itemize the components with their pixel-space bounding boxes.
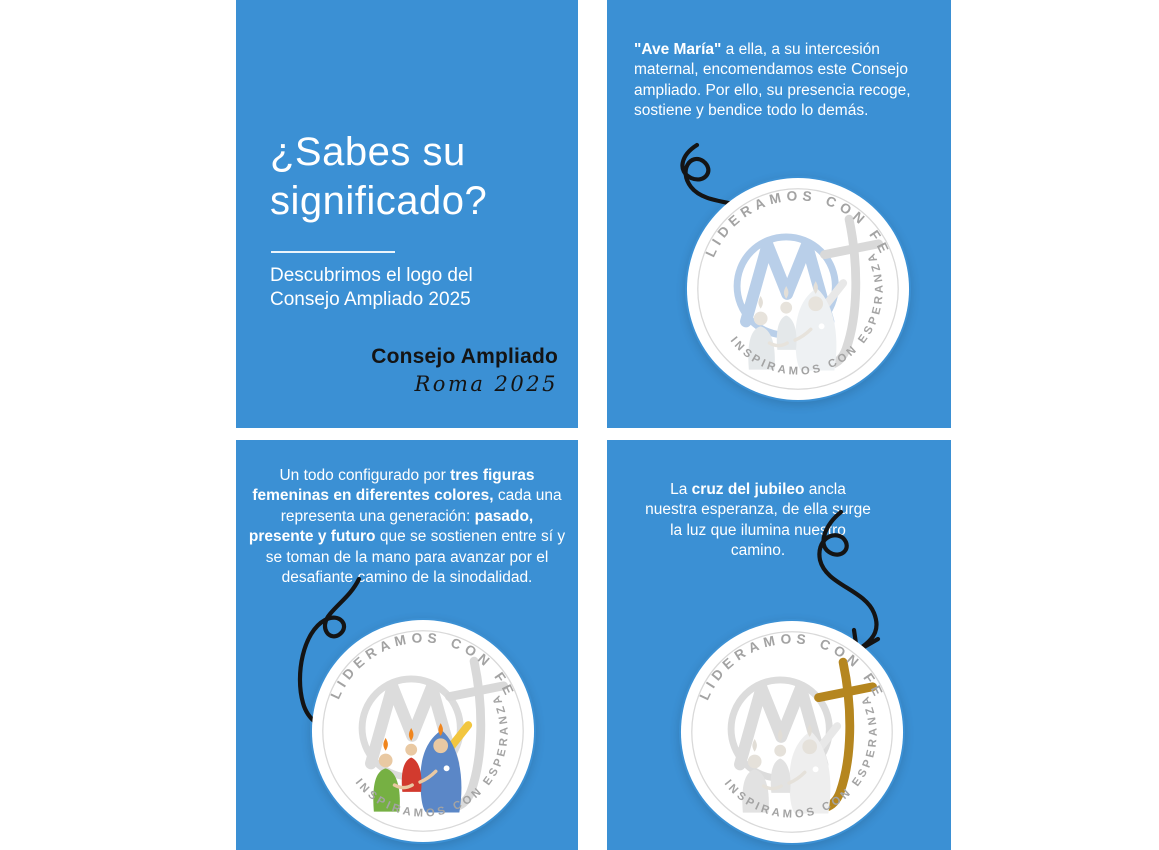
brand-block xyxy=(371,345,558,396)
slide-generations xyxy=(236,440,578,850)
logo-badge-highlight-cross xyxy=(679,619,905,845)
title-divider xyxy=(271,251,395,253)
svg-text:INSPIRAMOS CON ESPERANZA: INSPIRAMOS CON ESPERANZA xyxy=(721,691,880,821)
slide-subtitle: Descubrimos el logo del Consejo Ampliado 2025 xyxy=(270,265,473,311)
slide-paragraph: La cruz del jubileo ancla nuestra esperanza, de ella surge la luz que ilumina nuestro camino. xyxy=(645,481,871,560)
slide-title: ¿Sabes su significado? xyxy=(270,130,488,223)
slide-paragraph: Un todo configurado por tres figuras femeninas en diferentes colores, cada una representa una generación: pasado, presente y futuro que se sostienen entre sí y se toman de la mano para avanzar por el desafiante camino de la sinodalidad. xyxy=(248,467,566,587)
slide-paragraph: "Ave María" a ella, a su intercesión maternal, encomendamos este Consejo ampliado. Por ello, su presencia recoge, sostiene y bendice todo lo demás. xyxy=(634,41,911,120)
svg-text:LIDERAMOS CON FE: LIDERAMOS CON FE xyxy=(702,188,894,260)
slide-ave-maria xyxy=(607,0,951,428)
svg-text:INSPIRAMOS CON ESPERANZA: INSPIRAMOS CON ESPERANZA xyxy=(727,248,886,378)
slide-jubilee-cross xyxy=(607,440,951,850)
brand-name: Consejo Ampliado xyxy=(371,345,558,368)
logo-badge-highlight-figures xyxy=(310,618,536,844)
svg-text:LIDERAMOS CON FE: LIDERAMOS CON FE xyxy=(696,631,888,703)
svg-text:LIDERAMOS CON FE: LIDERAMOS CON FE xyxy=(327,630,519,702)
brand-script-roma: Roma 2025 xyxy=(414,372,558,396)
slide-intro xyxy=(236,0,578,428)
logo-badge-highlight-mary xyxy=(685,176,911,402)
svg-text:INSPIRAMOS CON ESPERANZA: INSPIRAMOS CON ESPERANZA xyxy=(352,690,511,820)
